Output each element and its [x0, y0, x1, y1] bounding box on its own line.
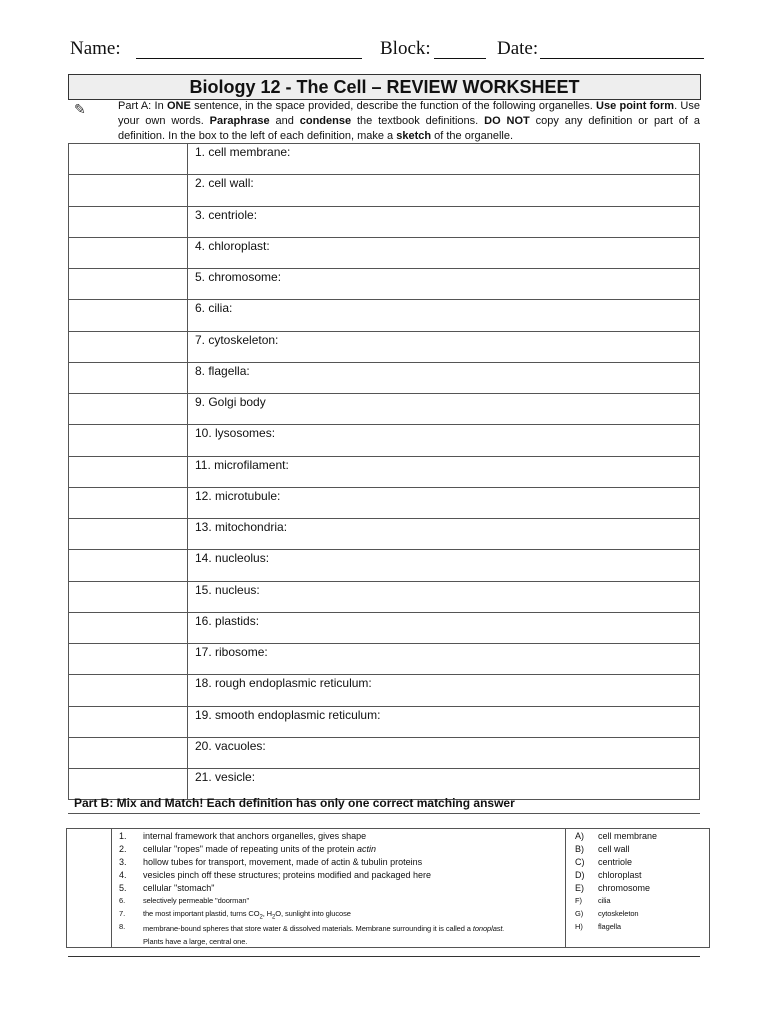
organelle-label: 16. plastids: — [195, 613, 260, 628]
pencil-icon: ✎ — [74, 101, 86, 117]
answer-text: centriole — [598, 857, 633, 867]
definition-box[interactable] — [188, 487, 700, 518]
answer-text: chromosome — [598, 883, 651, 893]
sketch-box[interactable] — [69, 644, 188, 675]
organelle-label: 5. chromosome: — [195, 270, 282, 284]
organelle-label: 13. mitochondria: — [195, 520, 288, 534]
definition-box[interactable] — [188, 675, 700, 706]
organelle-label: 10. lysosomes: — [195, 426, 276, 441]
sketch-box[interactable] — [69, 144, 188, 175]
organelle-row — [69, 237, 700, 268]
answer-letter: A) — [575, 831, 584, 841]
organelle-label: 11. microfilament: — [195, 457, 289, 472]
definition-number: 8. — [119, 922, 126, 931]
definition-number: 7. — [119, 909, 126, 918]
answer-letter: C) — [575, 857, 585, 867]
matching-table — [66, 828, 710, 948]
organelle-label: 2. cell wall: — [195, 176, 254, 191]
definition-number: 6. — [119, 896, 126, 905]
organelle-row — [69, 487, 700, 518]
organelle-row — [69, 737, 700, 768]
definition-text: cellular "ropes" made of repeating units of the protein actin — [143, 844, 377, 854]
sketch-box[interactable] — [69, 612, 188, 643]
column-divider — [111, 829, 112, 947]
definition-number: 3. — [119, 857, 127, 867]
definition-box[interactable] — [188, 456, 700, 487]
name-field[interactable] — [136, 58, 362, 59]
definition-box[interactable] — [188, 394, 700, 425]
sketch-box[interactable] — [69, 675, 188, 706]
definition-text: cellular "stomach" — [143, 883, 215, 893]
organelle-row — [69, 206, 700, 237]
definition-box[interactable] — [188, 362, 700, 393]
organelle-row — [69, 519, 700, 550]
definition-box[interactable] — [188, 519, 700, 550]
definition-box[interactable] — [188, 144, 700, 175]
organelle-table — [68, 143, 700, 800]
part-a-instructions: Part A: In ONE sentence, in the space provided, describe the function of the following organelles. Use point form. Use your own words. Paraphrase and condense the textbook definitions. DO NOT copy any definition or part of a definition. In the box to the left of each definition, make a sketch of the organelle. — [118, 100, 700, 142]
definition-box[interactable] — [188, 425, 700, 456]
definition-text: selectively permeable "doorman" — [143, 896, 250, 905]
sketch-box[interactable] — [69, 487, 188, 518]
definition-number: 2. — [119, 844, 127, 854]
organelle-label: 18. rough endoplasmic reticulum: — [195, 676, 372, 691]
definition-text: vesicles pinch off these structures; proteins modified and packaged here — [143, 870, 431, 880]
organelle-label: 4. chloroplast: — [195, 238, 270, 253]
sketch-box[interactable] — [69, 706, 188, 737]
organelle-label: 19. smooth endoplasmic reticulum: — [195, 707, 381, 722]
answer-text: flagella — [598, 922, 621, 931]
sketch-box[interactable] — [69, 550, 188, 581]
organelle-label: 17. ribosome: — [195, 645, 268, 659]
sketch-box[interactable] — [69, 206, 188, 237]
definition-number: 4. — [119, 870, 127, 880]
organelle-row — [69, 456, 700, 487]
definition-box[interactable] — [188, 237, 700, 268]
answer-text: cell membrane — [598, 831, 658, 841]
sketch-box[interactable] — [69, 737, 188, 768]
organelle-label: 8. flagella: — [195, 363, 250, 378]
sketch-box[interactable] — [69, 519, 188, 550]
answer-letter: G) — [575, 909, 584, 918]
block-label: Block: — [380, 38, 431, 59]
organelle-row — [69, 425, 700, 456]
answer-letter: E) — [575, 883, 584, 893]
answer-text: cell wall — [598, 844, 630, 854]
organelle-row — [69, 175, 700, 206]
answer-text: cytoskeleton — [598, 909, 639, 918]
sketch-box[interactable] — [69, 331, 188, 362]
divider — [68, 813, 700, 814]
organelle-row — [69, 612, 700, 643]
organelle-row — [69, 644, 700, 675]
organelle-label: 7. cytoskeleton: — [195, 332, 279, 347]
organelle-label: 14. nucleolus: — [195, 551, 270, 566]
organelle-label: 15. nucleus: — [195, 582, 260, 597]
sketch-box[interactable] — [69, 581, 188, 612]
organelle-row — [69, 394, 700, 425]
organelle-row — [69, 144, 700, 175]
definition-text: hollow tubes for transport, movement, made of actin & tubulin proteins — [143, 857, 423, 867]
definition-box[interactable] — [188, 737, 700, 768]
sketch-box[interactable] — [69, 425, 188, 456]
organelle-label: 20. vacuoles: — [195, 738, 266, 753]
definition-box[interactable] — [188, 300, 700, 331]
name-label: Name: — [70, 38, 121, 59]
organelle-label: 1. cell membrane: — [195, 145, 291, 159]
sketch-box[interactable] — [69, 175, 188, 206]
organelle-row — [69, 269, 700, 300]
organelle-row — [69, 550, 700, 581]
organelle-row — [69, 581, 700, 612]
organelle-label: 21. vesicle: — [195, 770, 256, 784]
answer-letter: D) — [575, 870, 585, 880]
definition-box[interactable] — [188, 269, 700, 300]
organelle-row — [69, 675, 700, 706]
definition-text: internal framework that anchors organelles, gives shape — [143, 831, 367, 841]
definition-box[interactable] — [188, 175, 700, 206]
definition-box[interactable] — [188, 206, 700, 237]
definition-box[interactable] — [188, 612, 700, 643]
part-b-title: Part B: Mix and Match! Each definition has only one correct matching answer — [74, 796, 515, 810]
answer-text: cilia — [598, 896, 611, 905]
sketch-box[interactable] — [69, 300, 188, 331]
organelle-label: 3. centriole: — [195, 207, 258, 222]
organelle-row — [69, 362, 700, 393]
sketch-box[interactable] — [69, 394, 188, 425]
divider — [68, 956, 700, 957]
organelle-row — [69, 300, 700, 331]
definition-number: 5. — [119, 883, 127, 893]
sketch-box[interactable] — [69, 269, 188, 300]
definition-box[interactable] — [188, 331, 700, 362]
sketch-box[interactable] — [69, 362, 188, 393]
date-label: Date: — [497, 38, 539, 59]
definition-text: membrane-bound spheres that store water & dissolved materials. Membrane surrounding it is called a tonoplast. Plants have a large, central one. — [143, 924, 505, 946]
organelle-row — [69, 706, 700, 737]
answer-letter: H) — [575, 922, 583, 931]
sketch-box[interactable] — [69, 237, 188, 268]
answer-text: chloroplast — [598, 870, 642, 880]
answer-letter: B) — [575, 844, 584, 854]
definition-box[interactable] — [188, 644, 700, 675]
organelle-label: 12. microtubule: — [195, 488, 281, 503]
sketch-box[interactable] — [69, 456, 188, 487]
definition-number: 1. — [119, 831, 127, 841]
answer-letter: F) — [575, 896, 582, 905]
block-field[interactable] — [434, 58, 486, 59]
date-field[interactable] — [540, 58, 704, 59]
organelle-label: 9. Golgi body — [195, 395, 266, 409]
organelle-row — [69, 331, 700, 362]
worksheet-title: Biology 12 - The Cell – REVIEW WORKSHEET — [68, 74, 701, 100]
definition-box[interactable] — [188, 581, 700, 612]
definition-text: the most important plastid, turns $CO_2$, $H_2O$, sunlight into glucose — [143, 909, 351, 921]
organelle-label: 6. cilia: — [195, 301, 233, 316]
definition-box[interactable] — [188, 706, 700, 737]
column-divider — [565, 829, 566, 947]
definition-box[interactable] — [188, 550, 700, 581]
